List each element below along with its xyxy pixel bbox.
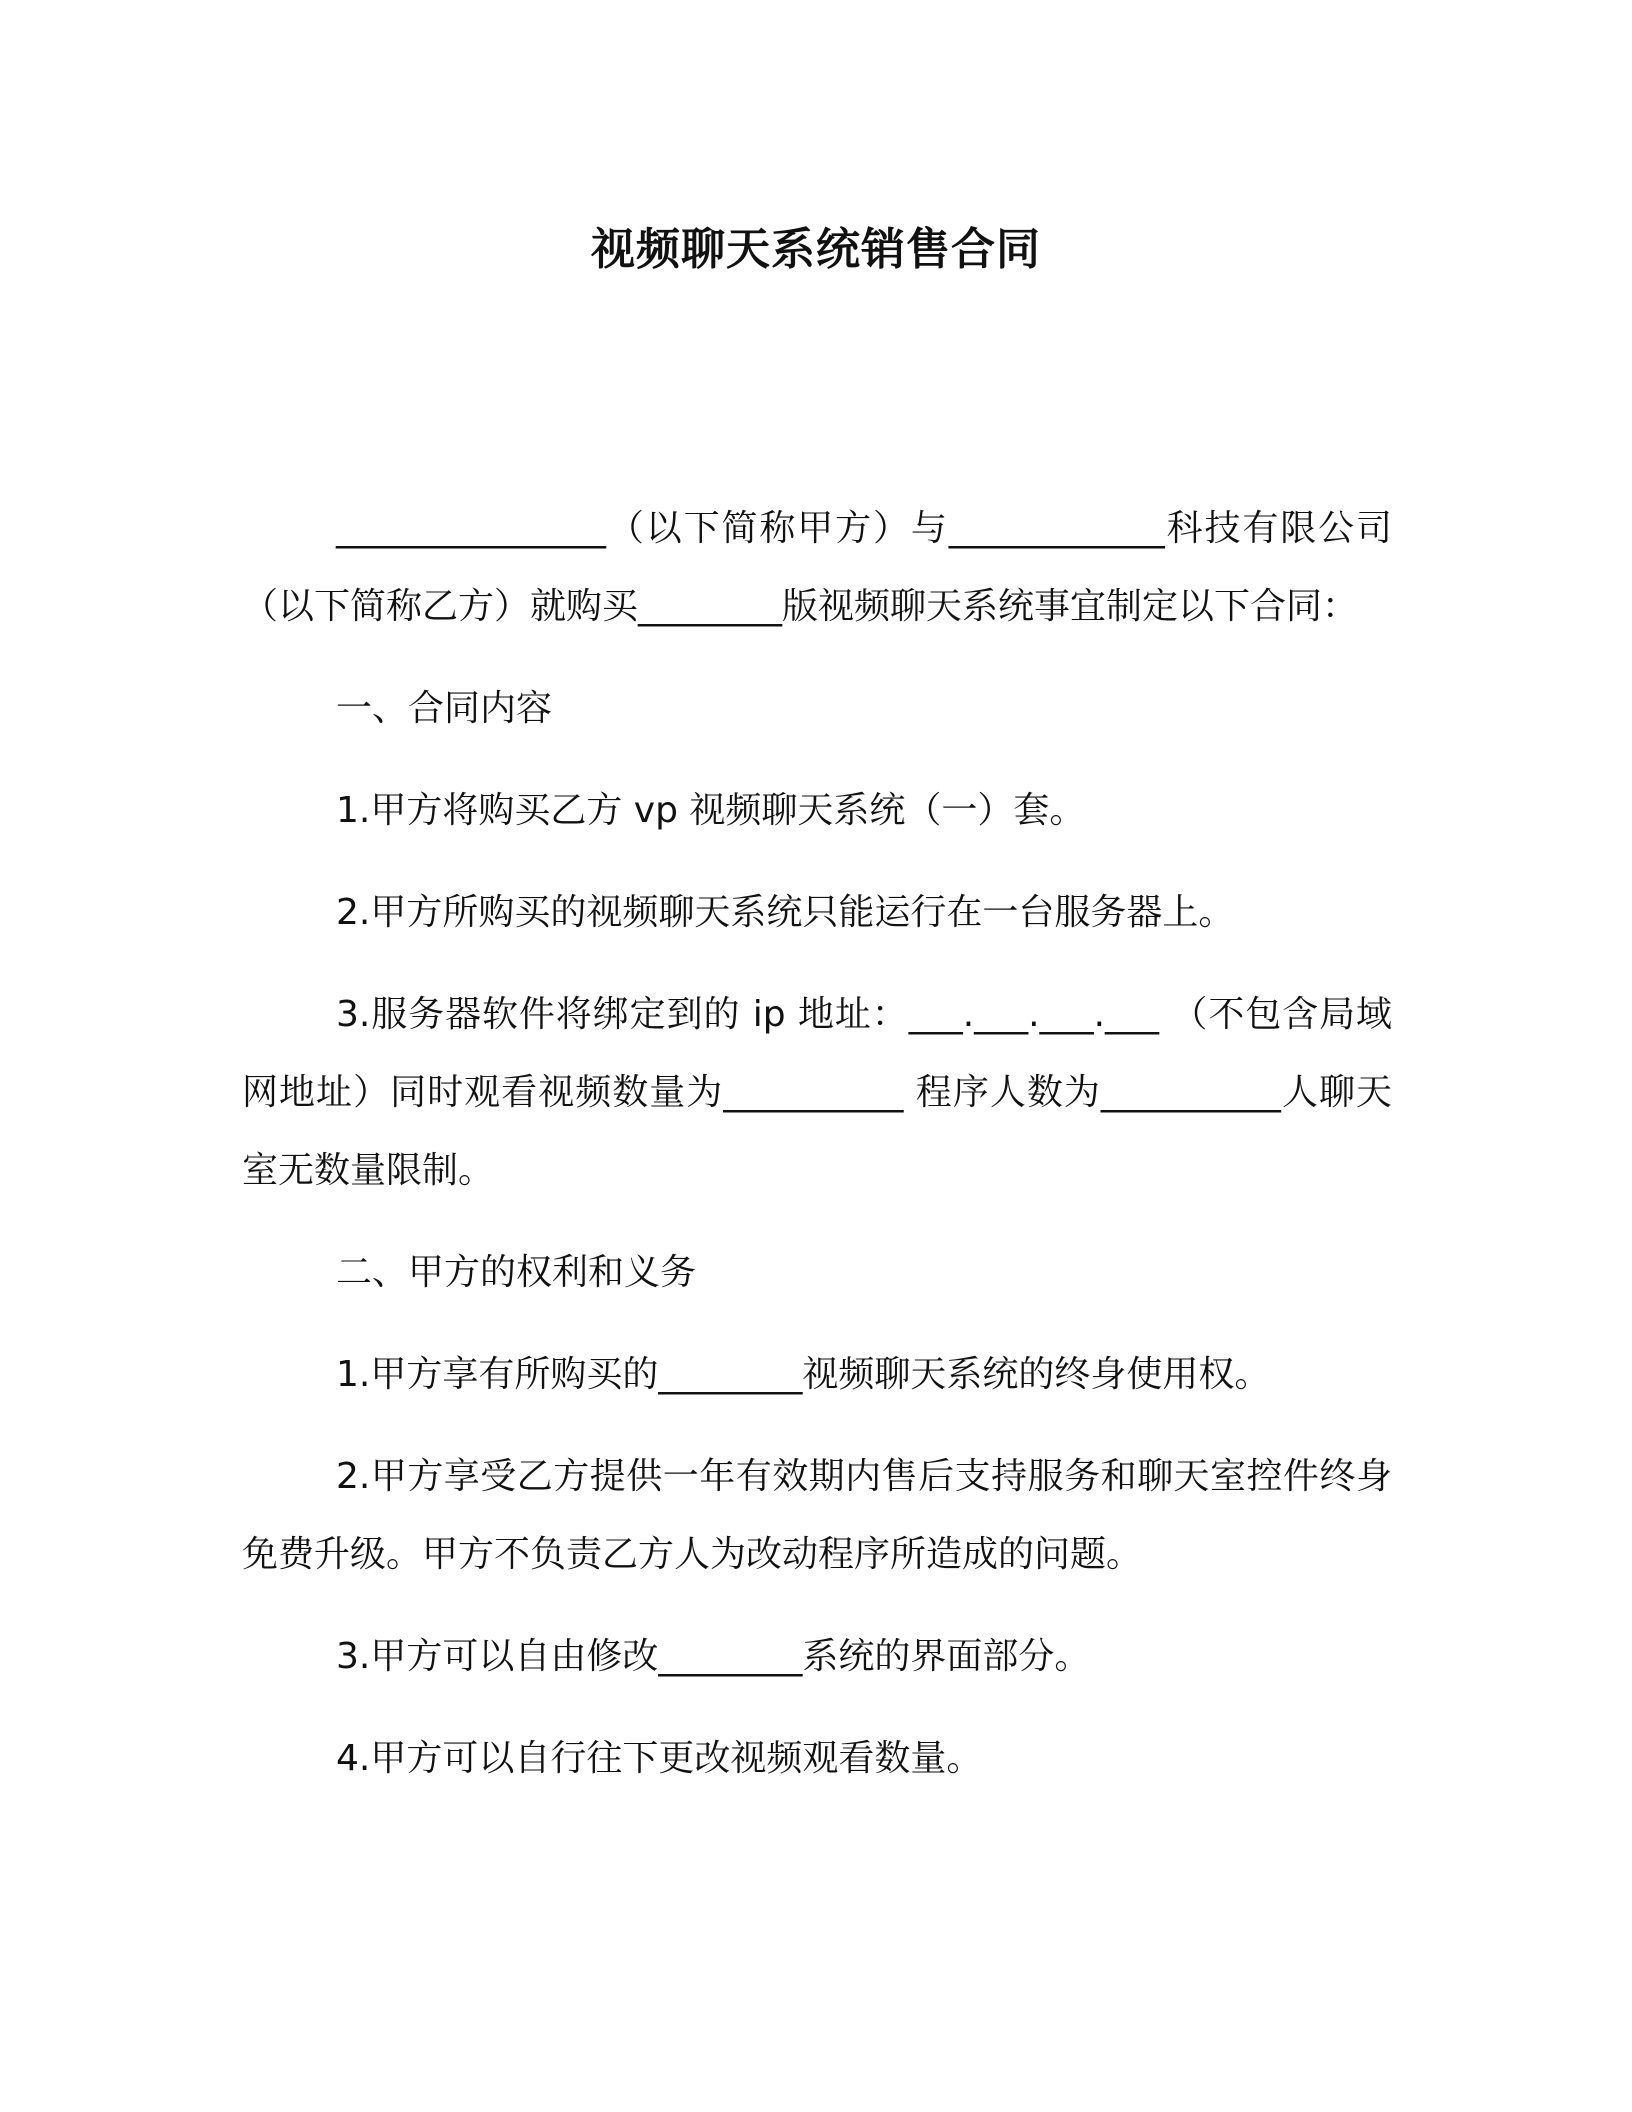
clause-1-2: 2.甲方所购买的视频聊天系统只能运行在一台服务器上。: [336, 892, 1235, 933]
section-heading-contract-content: 一、合同内容: [336, 688, 553, 729]
clause-2-4: 4.甲方可以自行往下更改视频观看数量。: [336, 1738, 983, 1779]
document-title: 视频聊天系统销售合同: [591, 224, 1041, 275]
clause-2-3: 3.甲方可以自由修改________系统的界面部分。: [336, 1636, 1091, 1677]
section-heading-party-a-rights: 二、甲方的权利和义务: [336, 1252, 697, 1293]
document-body: [242, 490, 1392, 1822]
clause-1-1: 1.甲方将购买乙方 vp 视频聊天系统（一）套。: [336, 790, 1086, 831]
clause-1-3: 3.服务器软件将绑定到的 ip 地址：___.___.___.___ （不包含局域网地址）同时观看视频数量为__________ 程序人数为__________人聊天室无数量限制。: [242, 994, 1392, 1191]
intro-paragraph: _______________（以下简称甲方）与____________科技有限公司（以下简称乙方）就购买________版视频聊天系统事宜制定以下合同：: [242, 508, 1392, 627]
clause-2-1: 1.甲方享有所购买的________视频聊天系统的终身使用权。: [336, 1354, 1271, 1395]
clause-2-2: 2.甲方享受乙方提供一年有效期内售后支持服务和聊天室控件终身免费升级。甲方不负责乙方人为改动程序所造成的问题。: [242, 1456, 1392, 1575]
